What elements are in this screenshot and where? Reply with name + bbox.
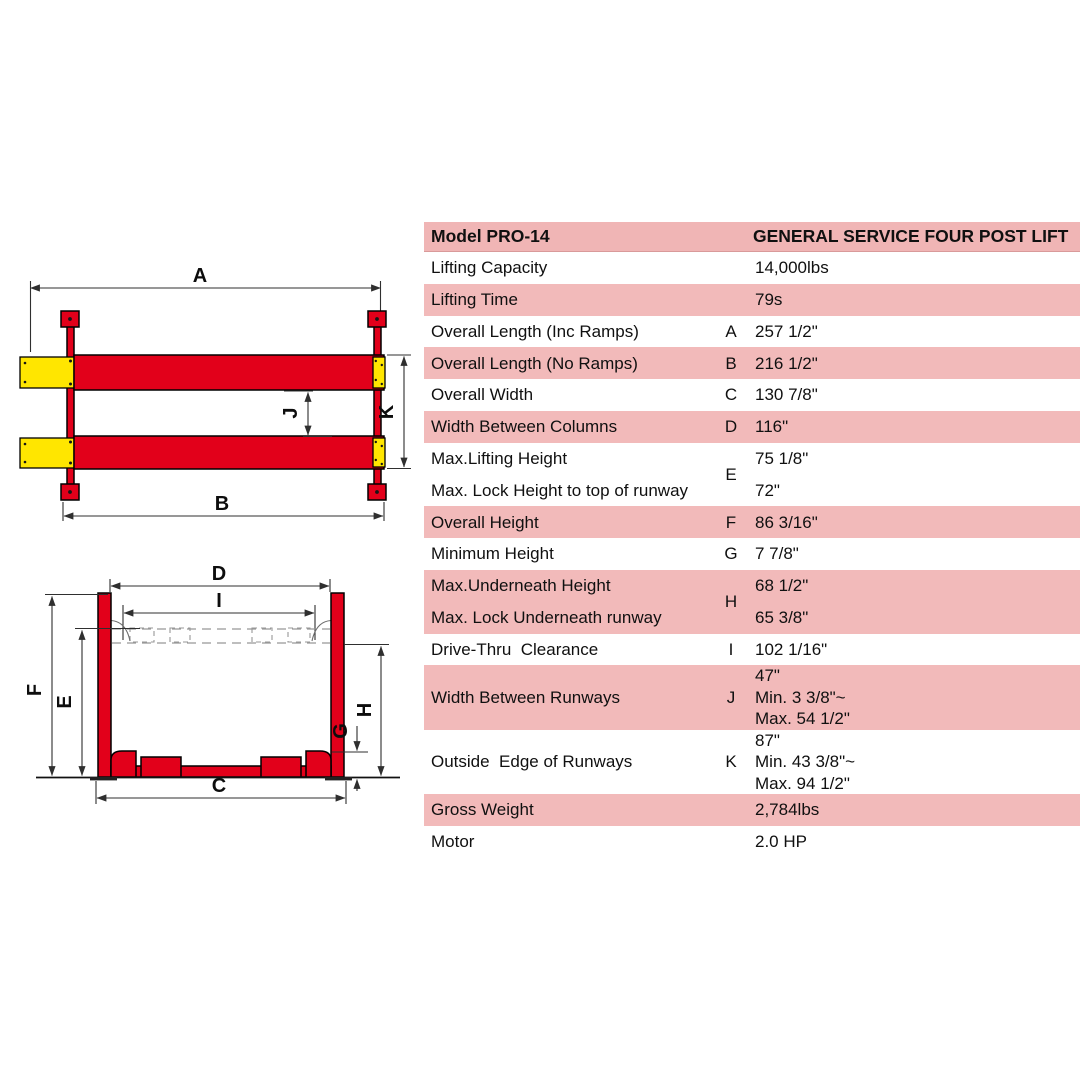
spec-value-line: 68 1/2" [755, 576, 809, 596]
dim-F [24, 595, 108, 776]
spec-label: Overall Height [431, 512, 539, 532]
dim-label-K: K [376, 404, 398, 420]
spec-label: Width Between Runways [431, 687, 620, 707]
spec-table [424, 222, 1080, 858]
spec-value [746, 570, 1080, 634]
spec-value: 116" [755, 417, 789, 437]
lowered-runway-assembly [111, 751, 331, 777]
row-overall-height [424, 506, 1080, 538]
spec-value-line: Max. 94 1/2" [755, 773, 850, 793]
spec-label: Overall Length (No Ramps) [431, 353, 638, 373]
approach-ramps [20, 357, 74, 468]
row-overall-width [424, 379, 1080, 411]
spec-value: 216 1/2" [755, 353, 818, 373]
spec-value: 7 7/8" [755, 544, 799, 564]
spec-value [746, 443, 1080, 507]
runway-bottom [74, 436, 384, 469]
spec-value-line: Min. 3 3/8"~ [755, 687, 846, 707]
spec-label: Width Between Columns [431, 417, 618, 437]
row-width-between-runways [424, 665, 1080, 730]
spec-value-line: 75 1/8" [755, 448, 809, 468]
spec-value: 257 1/2" [755, 321, 818, 341]
spec-label: Overall Width [431, 385, 534, 405]
dim-letter: H [724, 591, 738, 611]
row-lifting-capacity [424, 252, 1080, 284]
dim-label-G: G [330, 723, 352, 739]
spec-value: 86 3/16" [755, 512, 818, 532]
spec-label-line: Max.Underneath Height [431, 576, 611, 596]
dim-letter: E [725, 464, 737, 484]
spec-label: Lifting Capacity [431, 258, 548, 278]
dim-letter [716, 826, 746, 858]
spec-value-line: 65 3/8" [755, 607, 809, 627]
runway-top [74, 355, 384, 390]
dim-label-H: H [354, 702, 376, 718]
left-column [98, 593, 111, 777]
dim-label-I: I [216, 590, 222, 612]
spec-value-line: 72" [755, 480, 780, 500]
right-base-plate [325, 777, 352, 780]
spec-value [746, 665, 1080, 730]
dim-B [63, 493, 384, 521]
spec-label: Overall Length (Inc Ramps) [431, 321, 639, 341]
spec-value-line: Min. 43 3/8"~ [755, 752, 856, 772]
raised-runway-phantom [111, 621, 331, 644]
left-base-plate [90, 777, 117, 780]
dim-letter: K [725, 752, 737, 772]
row-gross-weight [424, 794, 1080, 826]
row-overall-length-no-ramps [424, 347, 1080, 379]
spec-value-line: 87" [755, 730, 780, 750]
dim-letter: J [726, 687, 736, 707]
spec-label [424, 570, 716, 634]
dim-letter: G [724, 544, 738, 564]
dim-letter: B [725, 353, 737, 373]
dim-letter: I [728, 639, 734, 659]
dim-letter [716, 252, 746, 284]
row-overall-length-inc-ramps [424, 316, 1080, 348]
dim-letter: D [724, 417, 738, 437]
spec-label-line: Max. Lock Height to top of runway [431, 480, 689, 500]
row-minimum-height [424, 538, 1080, 570]
model-name: Model PRO-14 [431, 226, 550, 247]
spec-value: 2.0 HP [755, 832, 807, 852]
spec-value: 102 1/16" [755, 639, 828, 659]
dim-letter [716, 284, 746, 316]
dim-H [344, 645, 389, 776]
spec-value: 2,784lbs [755, 800, 820, 820]
table-header [424, 222, 1080, 252]
dim-C [96, 775, 346, 804]
row-lifting-time [424, 284, 1080, 316]
row-outside-edge-of-runways [424, 730, 1080, 795]
spec-label: Lifting Time [431, 289, 518, 309]
top-view-diagram [20, 265, 411, 521]
front-view-diagram [24, 563, 400, 804]
dim-label-D: D [211, 563, 227, 585]
dim-letter: A [725, 321, 737, 341]
dim-letter: F [725, 512, 737, 532]
lift-dimension-diagrams [0, 250, 430, 830]
spec-label: Drive-Thru Clearance [431, 639, 599, 659]
spec-value-line: Max. 54 1/2" [755, 709, 850, 729]
right-column [331, 593, 344, 777]
dim-I [123, 590, 315, 640]
spec-value [746, 730, 1080, 795]
spec-label: Motor [431, 832, 475, 852]
dim-letter: C [724, 385, 738, 405]
spec-value: 79s [755, 289, 783, 309]
dim-label-A: A [192, 265, 208, 287]
dim-D [110, 563, 330, 592]
spec-label: Outside Edge of Runways [431, 752, 633, 772]
row-motor [424, 826, 1080, 858]
dim-label-B: B [214, 493, 230, 515]
row-drive-thru-clearance [424, 634, 1080, 666]
dim-label-E: E [54, 695, 76, 709]
dim-J [280, 391, 332, 437]
spec-value: 130 7/8" [755, 385, 818, 405]
dim-letter [716, 794, 746, 826]
column-foot-plates [61, 311, 386, 500]
spec-value-line: 47" [755, 666, 780, 686]
dim-A [31, 265, 381, 352]
spec-label [424, 443, 716, 507]
row-max-underneath-height [424, 570, 1080, 634]
dim-label-C: C [211, 775, 227, 797]
row-max-lifting-height [424, 443, 1080, 507]
spec-value: 14,000lbs [755, 258, 829, 278]
spec-label-line: Max.Lifting Height [431, 448, 568, 468]
dim-label-F: F [24, 683, 46, 697]
dim-label-J: J [280, 407, 302, 419]
spec-label: Minimum Height [431, 544, 554, 564]
row-width-between-columns [424, 411, 1080, 443]
product-title: GENERAL SERVICE FOUR POST LIFT [753, 226, 1069, 247]
spec-label: Gross Weight [431, 800, 534, 820]
spec-label-line: Max. Lock Underneath runway [431, 607, 662, 627]
